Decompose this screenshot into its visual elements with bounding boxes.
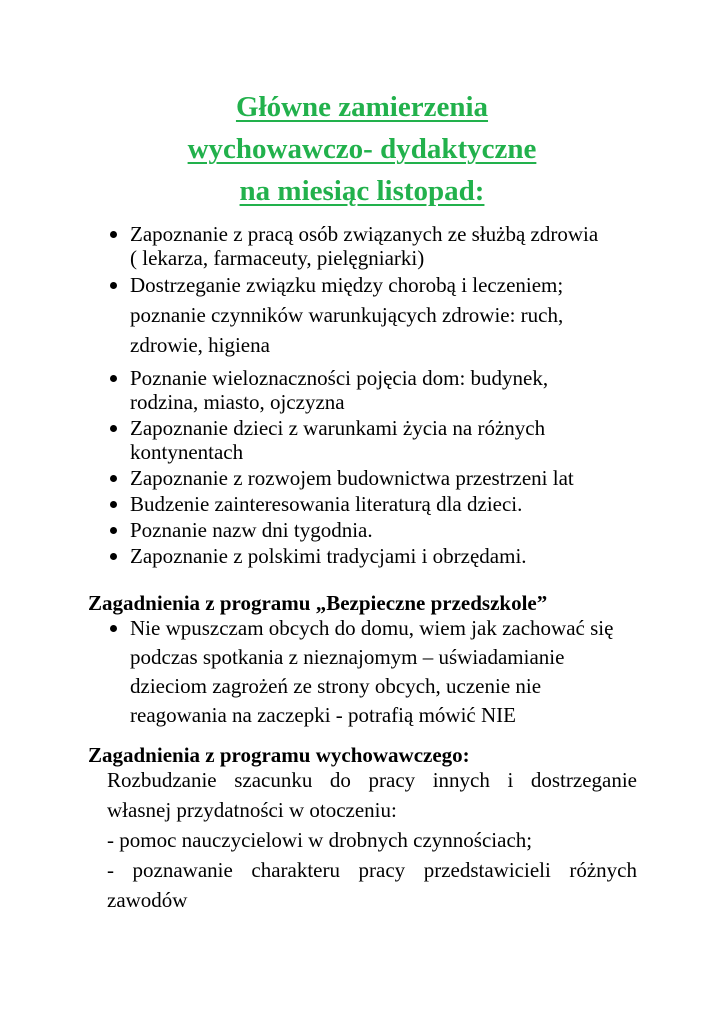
bullet-icon — [110, 375, 117, 382]
list-item — [106, 614, 646, 730]
list-item-line: Dostrzeganie związku między chorobą i leczeniem; — [130, 273, 564, 297]
section-heading-safety: Zagadnienia z programu „Bezpieczne przedszkole” — [88, 591, 548, 615]
bullet-icon — [110, 231, 117, 238]
list-item-line: dzieciom zagrożeń ze strony obcych, uczenie nie — [130, 674, 542, 698]
list-item-line: kontynentach — [130, 440, 244, 464]
list-item — [106, 222, 646, 270]
list-item — [106, 270, 646, 360]
page-title — [0, 86, 724, 212]
list-item-line: podczas spotkania z nieznajomym – uświadamianie — [130, 645, 565, 669]
list-item-line: Budzenie zainteresowania literaturą dla dzieci. — [130, 492, 523, 516]
list-item-line: rodzina, miasto, ojczyzna — [130, 390, 345, 414]
list-item — [106, 544, 646, 568]
list-item — [106, 416, 646, 464]
list-item — [106, 518, 646, 542]
list-item — [106, 366, 646, 414]
bullet-icon — [110, 553, 117, 560]
bullet-icon — [110, 475, 117, 482]
bullet-icon — [110, 527, 117, 534]
list-item-line: poznanie czynników warunkujących zdrowie: ruch, — [130, 303, 564, 327]
paragraph-line: własnej przydatności w otoczeniu: — [107, 798, 397, 822]
list-item-line: Nie wpuszczam obcych do domu, wiem jak zachować się — [130, 616, 614, 640]
list-item-line: ( lekarza, farmaceuty, pielęgniarki) — [130, 246, 425, 270]
list-item-line: Zapoznanie z pracą osób związanych ze służbą zdrowia — [130, 222, 599, 246]
paragraph-line: zawodów — [107, 888, 188, 912]
list-item-line: Poznanie nazw dni tygodnia. — [130, 518, 373, 542]
educational-paragraph — [107, 765, 637, 915]
title-line: Główne zamierzenia — [235, 91, 489, 123]
section-heading-educational: Zagadnienia z programu wychowawczego: — [88, 743, 470, 767]
list-item-line: Zapoznanie z polskimi tradycjami i obrzędami. — [130, 544, 527, 568]
list-item-line: Poznanie wieloznaczności pojęcia dom: budynek, — [130, 366, 549, 390]
goals-list — [106, 222, 646, 568]
title-line: wychowawczo- dydaktyczne — [187, 133, 537, 165]
paragraph-line: - poznawanie charakteru pracy przedstawicieli różnych — [107, 858, 637, 882]
bullet-icon — [110, 282, 117, 289]
list-item-line: Zapoznanie z rozwojem budownictwa przestrzeni lat — [130, 466, 574, 490]
safety-list — [106, 614, 646, 730]
list-item — [106, 492, 646, 516]
bullet-icon — [110, 625, 117, 632]
title-line: na miesiąc listopad: — [239, 175, 485, 207]
paragraph-line: - pomoc nauczycielowi w drobnych czynnościach; — [107, 828, 533, 852]
bullet-icon — [110, 425, 117, 432]
bullet-icon — [110, 501, 117, 508]
list-item-line: reagowania na zaczepki - potrafią mówić NIE — [130, 703, 516, 727]
list-item-line: Zapoznanie dzieci z warunkami życia na różnych — [130, 416, 546, 440]
list-item-line: zdrowie, higiena — [130, 333, 270, 357]
list-item — [106, 466, 646, 490]
paragraph-line: Rozbudzanie szacunku do pracy innych i dostrzeganie — [107, 768, 637, 792]
